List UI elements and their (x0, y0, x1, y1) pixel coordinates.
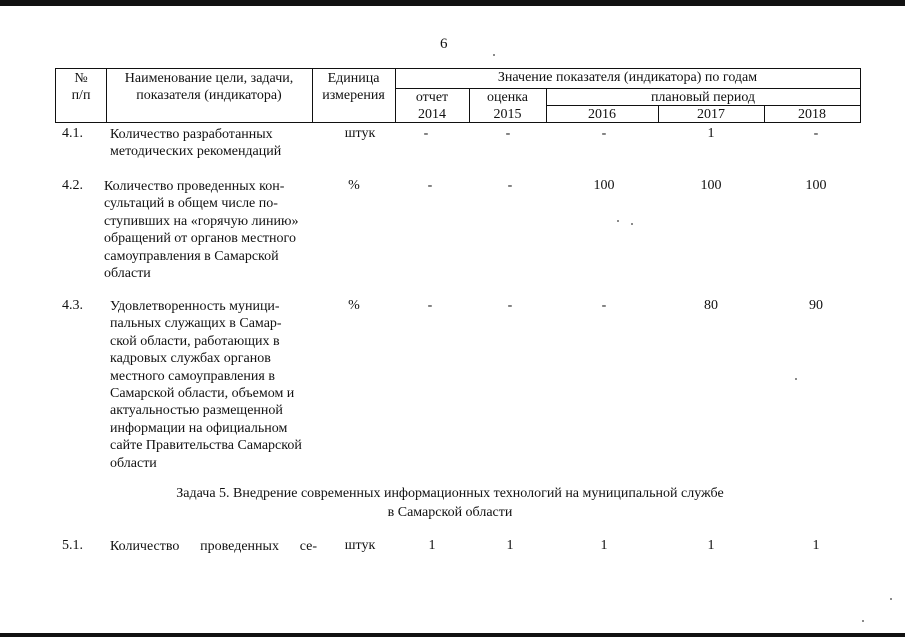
col-value-header: Значение показателя (индикатора) по годам (497, 70, 758, 85)
row-number: 4.2. (62, 178, 83, 193)
scan-speck (862, 620, 864, 622)
page-number: 6 (440, 36, 448, 52)
value-2015: 1 (506, 538, 514, 553)
value-2014: - (427, 178, 433, 193)
value-2018: 1 (812, 538, 820, 553)
year-2016-header: 2016 (588, 107, 616, 122)
indicator-name: Удовлетворенность муници- пальных служащих в Самар- ской области, работающих в кадровых службах органов местного самоуправления в Самарской области, объемом и актуальностью размещенной информации на официальном сайте Правительства Самарской области (110, 299, 302, 471)
value-2015: - (507, 298, 513, 313)
col-name-header: Наименование цели, задачи, показателя (индикатора) (124, 71, 294, 103)
planned-period-header: плановый период (650, 90, 756, 105)
unit-cell: % (348, 178, 360, 193)
value-2016: 100 (593, 178, 615, 193)
value-2017: 1 (707, 126, 715, 141)
value-2018: - (813, 126, 819, 141)
scan-speck (890, 598, 892, 600)
value-2014: - (427, 298, 433, 313)
row-number: 4.3. (62, 298, 83, 313)
scan-speck (795, 378, 797, 380)
unit-cell: штук (344, 126, 376, 141)
value-2014: 1 (428, 538, 436, 553)
row-number: 4.1. (62, 126, 83, 141)
value-2014: - (423, 126, 429, 141)
col-report-header: отчет 2014 (415, 90, 449, 122)
value-2016: - (601, 298, 607, 313)
value-2018: 90 (809, 298, 823, 313)
scan-edge-top (0, 0, 905, 6)
indicator-name: Количество проведенных кон- сультаций в общем числе по- ступивших на «горячую линию» обращений от органов местного самоуправления в Самарской области (104, 179, 299, 282)
year-2017-header: 2017 (697, 107, 725, 122)
unit-cell: штук (344, 538, 376, 553)
scan-speck (617, 220, 619, 222)
table-header (55, 68, 861, 123)
value-2015: - (507, 178, 513, 193)
value-2018: 100 (805, 178, 827, 193)
scan-speck (631, 223, 633, 225)
value-2015: - (505, 126, 511, 141)
col-unit-header: Единица измерения (322, 71, 385, 103)
value-2017: 100 (700, 178, 722, 193)
scan-speck (493, 54, 495, 56)
indicator-name: Количество проведенных се- (110, 539, 317, 554)
unit-cell: % (348, 298, 360, 313)
value-2016: - (601, 126, 607, 141)
value-2017: 80 (704, 298, 718, 313)
row-number: 5.1. (62, 538, 83, 553)
task-heading: Задача 5. Внедрение современных информационных технологий на муниципальной службе в Самарской области (176, 486, 724, 520)
col-estimate-header: оценка 2015 (486, 90, 528, 122)
value-2017: 1 (707, 538, 715, 553)
col-number-header: № п/п (71, 71, 91, 103)
scan-edge-bottom (0, 633, 905, 637)
indicator-name: Количество разработанных методических рекомендаций (110, 127, 282, 160)
year-2018-header: 2018 (798, 107, 826, 122)
value-2016: 1 (600, 538, 608, 553)
